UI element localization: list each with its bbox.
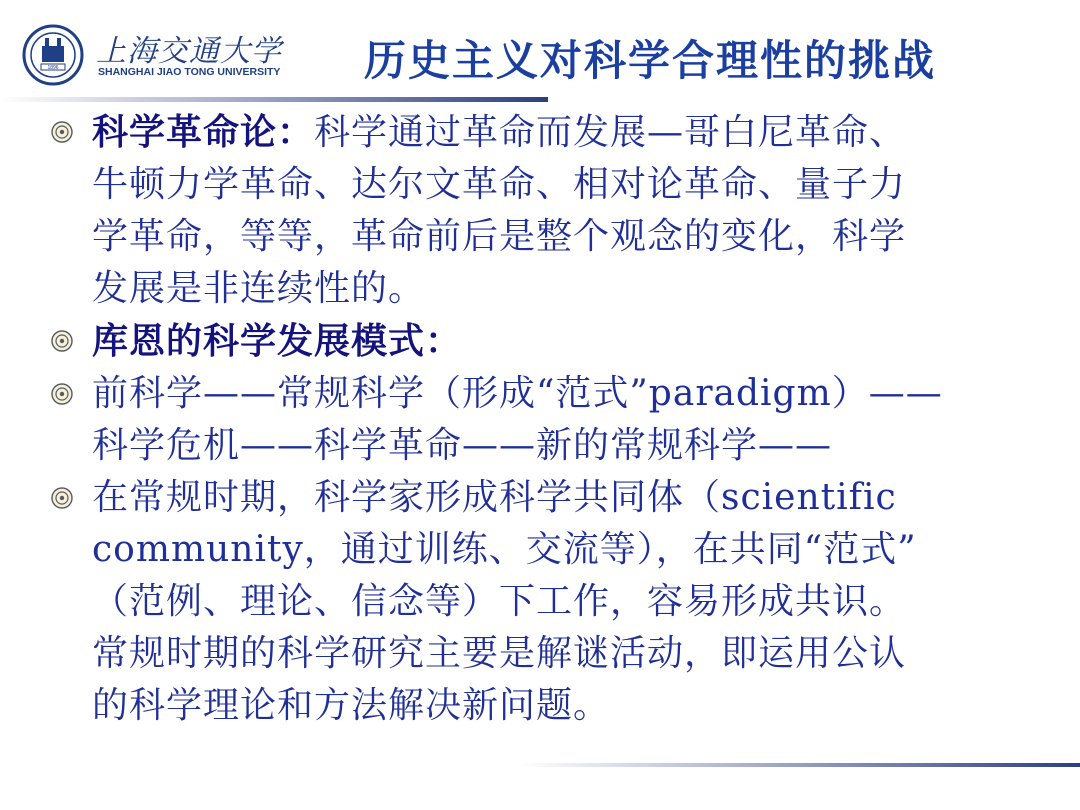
- bullet-text: [92, 106, 1050, 315]
- flower-bullet-icon: [50, 486, 74, 510]
- bullet-lead: 库恩的科学发展模式：: [92, 320, 463, 362]
- bullet-development-sequence: [50, 368, 1050, 472]
- university-seal-icon: [22, 24, 84, 86]
- university-logo: [22, 24, 282, 88]
- bullet-kuhn-model: [50, 315, 1050, 368]
- flower-bullet-icon: [50, 382, 74, 406]
- bullet-text: [92, 315, 1050, 368]
- bullet-body: 科学通过革命而发展—哥白尼革命、 牛顿力学革命、达尔文革命、相对论革命、量子力 学革命，等等，革命前后是整个观念的变化，科学 发展是非连续性的。: [92, 112, 907, 309]
- bullet-text: 在常规时期，科学家形成科学共同体（scientific community，通过训练、交流等），在共同“范式” （范例、理论、信念等）下工作，容易形成共识。 常规时期的科学研究主要是解谜活动，即运用公认 的科学理论和方法解决新问题。: [92, 477, 917, 726]
- bullet-scientific-revolution: [50, 106, 1050, 315]
- title-divider: [0, 97, 548, 102]
- slide-body: [50, 106, 1050, 732]
- bullet-text: 前科学——常规科学（形成“范式”paradigm）—— 科学危机——科学革命——新的常规科学——: [92, 373, 943, 466]
- flower-bullet-icon: [50, 329, 74, 353]
- flower-bullet-icon: [50, 120, 74, 144]
- bullet-normal-science: [50, 472, 1050, 732]
- university-name-cn: 上海交通大学: [96, 34, 282, 69]
- slide-title: 历史主义对科学合理性的挑战: [363, 36, 936, 85]
- university-name-en: SHANGHAI JIAO TONG UNIVERSITY: [98, 66, 281, 78]
- seal-year: 1896: [47, 65, 59, 71]
- bullet-lead: 科学革命论：: [92, 111, 315, 153]
- footer-divider: [520, 763, 1080, 767]
